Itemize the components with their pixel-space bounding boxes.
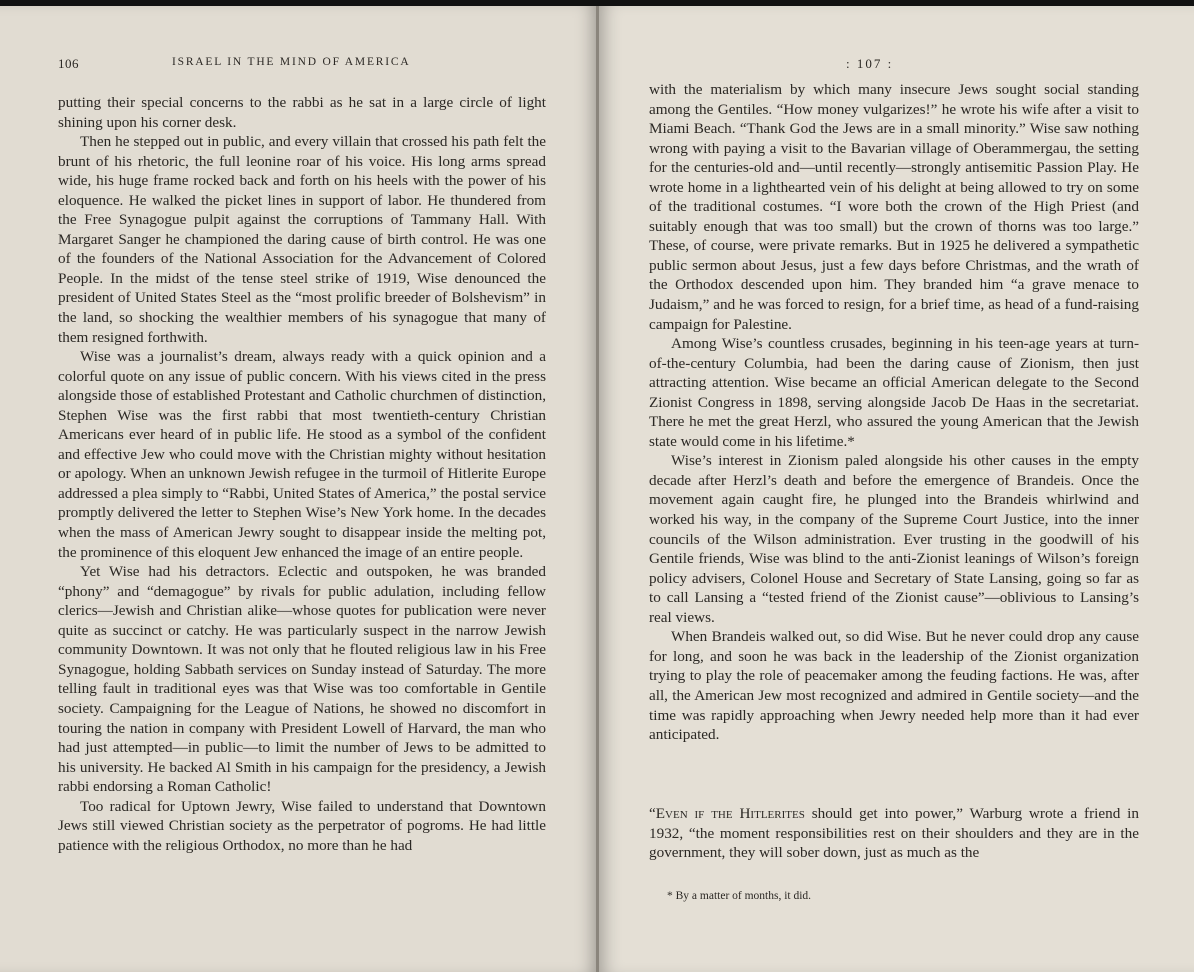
small-caps-lead: Even if the Hitlerites [655, 805, 805, 822]
paragraph: Yet Wise had his detractors. Eclectic and outspoken, he was branded “phony” and “demagogue” by rivals for public adulation, including fellow clerics—Jewish and Christian alike—whose quotes for publication were never quite as succinct or catchy. He was particularly suspect in the narrow Jewish community Downtown. It was not only that he flouted religious law in his Free Synagogue, holding Sabbath services on Sunday instead of Saturday. The more telling fault in traditional eyes was that Wise was too comfortable in Gentile society. Campaigning for the League of Nations, he showed no discomfort in touring the nation in company with President Lowell of Harvard, the man who had just attempted—in public—to limit the number of Jews to be admitted to his university. He backed Al Smith in his campaign for the presidency, a Jewish rabbi endorsing a Roman Catholic! [58, 563, 546, 796]
paragraph: Wise was a journalist’s dream, always ready with a quick opinion and a colorful quote on any issue of public concern. With his views cited in the press alongside those of established Protestant and Catholic churchmen of distinction, Stephen Wise was the first rabbi that most twentieth-century Christian Americans ever heard of in public life. He stood as a symbol of the confident and effective Jew who could move with the Christian mighty without hesitation or apology. When an unknown Jewish refugee in the turmoil of Hitlerite Europe addressed a plea simply to “Rabbi, United States of America,” the postal service promptly delivered the letter to Stephen Wise’s New York home. In the decades when the mass of American Jewry sought to disappear inside the melting pot, the prominence of this eloquent Jew enhanced the image of an entire people. [58, 348, 546, 561]
page-number-left: 106 [58, 56, 79, 71]
paragraph: When Brandeis walked out, so did Wise. But he never could drop any cause for long, and soon he was back in the leadership of the Zionist organization trying to play the role of peacemaker among the feuding factions. He was, after all, the American Jew most recognized and admired in Gentile society—and the time was rapidly approaching when Jewry needed help more than it had ever anticipated. [649, 628, 1139, 744]
left-page-body [58, 93, 546, 855]
paragraph: putting their special concerns to the rabbi as he sat in a large circle of light shining upon his corner desk. [58, 94, 546, 131]
left-page [0, 6, 598, 972]
paragraph: Too radical for Uptown Jewry, Wise failed to understand that Downtown Jews still viewed Christian society as the perpetrator of pogroms. He had little patience with the religious Orthodox, no more than he had [58, 797, 546, 854]
right-page-body [649, 80, 1139, 745]
paragraph: Then he stepped out in public, and every villain that crossed his path felt the brunt of his rhetoric, the full leonine roar of his voice. His long arms spread wide, his huge frame rocked back and forth on his heels with the power of his eloquence. He walked the picket lines in support of labor. He thundered from the Free Synagogue pulpit against the corruptions of Tammany Hall. With Margaret Sanger he championed the daring cause of birth control. He was one of the founders of the National Association for the Advancement of Colored People. In the midst of the tense steel strike of 1919, Wise denounced the president of United States Steel as the “most prolific breeder of Bolshevism” in the land, so shocking the wealthier members of his synagogue that many of them resigned forthwith. [58, 133, 546, 346]
section-opening [649, 804, 1139, 863]
paragraph: Among Wise’s countless crusades, beginning in his teen-age years at turn-of-the-century Columbia, had been the daring cause of Zionism, then just attracting attention. Wise became an official American delegate to the Second Zionist Congress in 1898, serving alongside Jacob De Haas in the secretariat. There he met the great Herzl, who assured the young American that the Jewish state would come in his lifetime.* [649, 335, 1139, 450]
page-number-right: : 107 : [846, 56, 894, 71]
section-opening-text: should get into power,” Warburg wrote a friend in 1932, “the moment responsibilities rest on their shoulders and they are in the government, they will sober down, just as much as the [649, 805, 1139, 862]
running-head: ISRAEL IN THE MIND OF AMERICA [172, 56, 411, 68]
paragraph: with the materialism by which many insecure Jews sought social standing among the Gentiles. “How money vulgarizes!” he wrote his wife after a visit to Miami Beach. “Thank God the Jews are in a small minority.” Wise saw nothing wrong with paying a visit to the Bavarian village of Oberammergau, the setting for the centuries-old and—until recently—strongly antisemitic Passion Play. He wrote home in a lighthearted vein of his delight at being allowed to try on some of the traditional costumes. “I wore both the crown of the High Priest (and suitably enough that was too small) but the crown of thorns was too large.” These, of course, were private remarks. But in 1925 he delivered a sympathetic public sermon about Jesus, just a few days before Christmas, and the wrath of the Orthodox descended upon him. They branded him “a grave menace to Judaism,” and he was forced to resign, for a brief time, as head of a fund-raising campaign for Palestine. [649, 81, 1139, 333]
right-page [599, 6, 1194, 972]
open-quote: “ [649, 805, 656, 822]
paragraph: Wise’s interest in Zionism paled alongside his other causes in the empty decade after Herzl’s death and before the emergence of Brandeis. Once the movement again caught fire, he plunged into the Brandeis whirlwind and worked his way, in the company of the Supreme Court Justice, into the inner councils of the Wilson administration. Ever trusting in the goodwill of his Gentile friends, Wise was blind to the anti-Zionist leanings of Wilson’s foreign policy advisers, Colonel House and Secretary of State Lansing, going so far as to call Lansing a “tested friend of the Zionist cause”—oblivious to Lansing’s real views. [649, 452, 1139, 626]
footnote: * By a matter of months, it did. [667, 890, 812, 902]
section-opening-paragraph [649, 804, 1139, 863]
